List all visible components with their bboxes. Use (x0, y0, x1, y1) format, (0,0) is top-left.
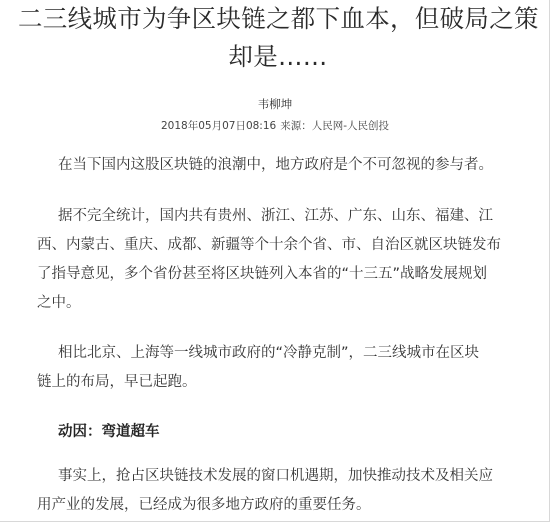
paragraph-2-line-2: 西、内蒙古、重庆、成都、新疆等个十余个省、市、自治区就区块链发布 (37, 237, 501, 253)
paragraph-3-line-1: 相比北京、上海等一线城市政府的“冷静克制”，二三线城市在区块 (58, 345, 480, 361)
article-title-line-2: 却是…… (228, 42, 328, 71)
paragraph-4 (37, 462, 520, 520)
section-heading: 动因：弯道超车 (58, 424, 160, 440)
paragraph-3 (37, 339, 520, 397)
paragraph-2-line-1: 据不完全统计，国内共有贵州、浙江、江苏、广东、山东、福建、江 (58, 208, 493, 224)
article-author: 韦柳坤 (257, 97, 293, 111)
paragraph-2-line-3: 了指导意见，多个省份甚至将区块链列入本省的“十三五”战略发展规划 (37, 266, 488, 282)
paragraph-1 (58, 151, 520, 180)
paragraph-2-line-4: 之中。 (37, 295, 81, 311)
article-title (18, 0, 538, 76)
article-datetime: 2018年05月07日08:16 (161, 120, 277, 132)
article-title-line-1: 二三线城市为争区块链之都下血本，但破局之策 (18, 4, 539, 33)
paragraph-2 (37, 202, 520, 318)
paragraph-3-line-2: 链上的布局，早已起跑。 (37, 374, 197, 390)
paragraph-4-line-1: 事实上，抢占区块链技术发展的窗口机遇期，加快推动技术及相关应 (58, 468, 493, 484)
paragraph-4-line-2: 用产业的发展，已经成为很多地方政府的重要任务。 (37, 497, 371, 513)
article-source: 来源：人民网-人民创投 (280, 120, 389, 132)
article-meta (0, 119, 550, 133)
paragraph-1-line-1: 在当下国内这股区块链的浪潮中，地方政府是个不可忽视的参与者。 (58, 157, 493, 173)
